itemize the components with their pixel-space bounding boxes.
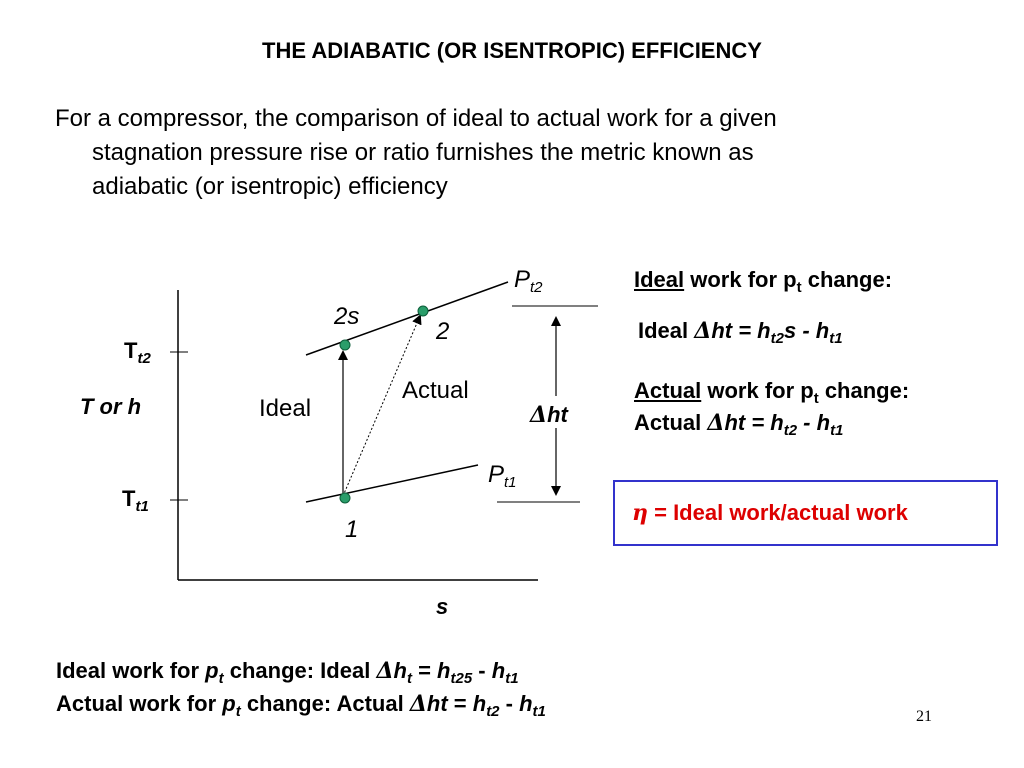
point-1 [340, 493, 350, 503]
actual-work-heading: Actual work for $p_t$ change: [634, 378, 910, 407]
delta-ht-label: Δht [530, 402, 568, 428]
actual-work-equation: Actual $\Delta ht = h_{t2} - h_{t1}$ [634, 410, 844, 439]
pt1-label: $P_{t1}$ [488, 461, 517, 491]
actual-label: Actual [402, 377, 469, 404]
intro-line-2: stagnation pressure rise or ratio furnishes the metric known as [92, 139, 754, 166]
eta-symbol: η [632, 500, 648, 526]
bottom-actual-line: Actual work for $p_t$ change: Actual $\Delta ht = h_{t2} - h_{t1}$ [56, 691, 546, 720]
point-2 [418, 306, 428, 316]
ideal-work-equation: Ideal $\Delta ht = h_{t2}s - h_{t1}$ [638, 318, 843, 347]
y-axis-label: T or h [80, 394, 142, 419]
point-2s [340, 340, 350, 350]
efficiency-definition: η = Ideal work/actual work [632, 500, 908, 526]
isobar-pt1 [306, 465, 478, 502]
point-2s-label: 2s [334, 303, 360, 330]
slide-title: THE ADIABATIC (OR ISENTROPIC) EFFICIENCY [262, 38, 762, 63]
point-1-label: 1 [345, 516, 359, 543]
ideal-work-heading: Ideal work for $p_t$ change: [634, 267, 893, 296]
tt2-label: $T_{t2}$ [124, 338, 151, 367]
page-number: 21 [916, 708, 932, 725]
actual-process-arrow [343, 316, 420, 496]
pt2-label: $P_{t2}$ [514, 266, 543, 296]
intro-line-3: adiabatic (or isentropic) efficiency [92, 173, 448, 200]
point-2-label: 2 [436, 318, 450, 345]
bottom-ideal-line: Ideal work for $p_t$ change: Ideal $\Delta h_t = h_{t25} - h_{t1}$ [56, 658, 519, 687]
x-axis-label: s [436, 594, 449, 619]
ideal-label: Ideal [259, 395, 312, 422]
intro-line-1: For a compressor, the comparison of ideal to actual work for a given [55, 105, 777, 132]
tt1-label: $T_{t1}$ [122, 486, 149, 515]
